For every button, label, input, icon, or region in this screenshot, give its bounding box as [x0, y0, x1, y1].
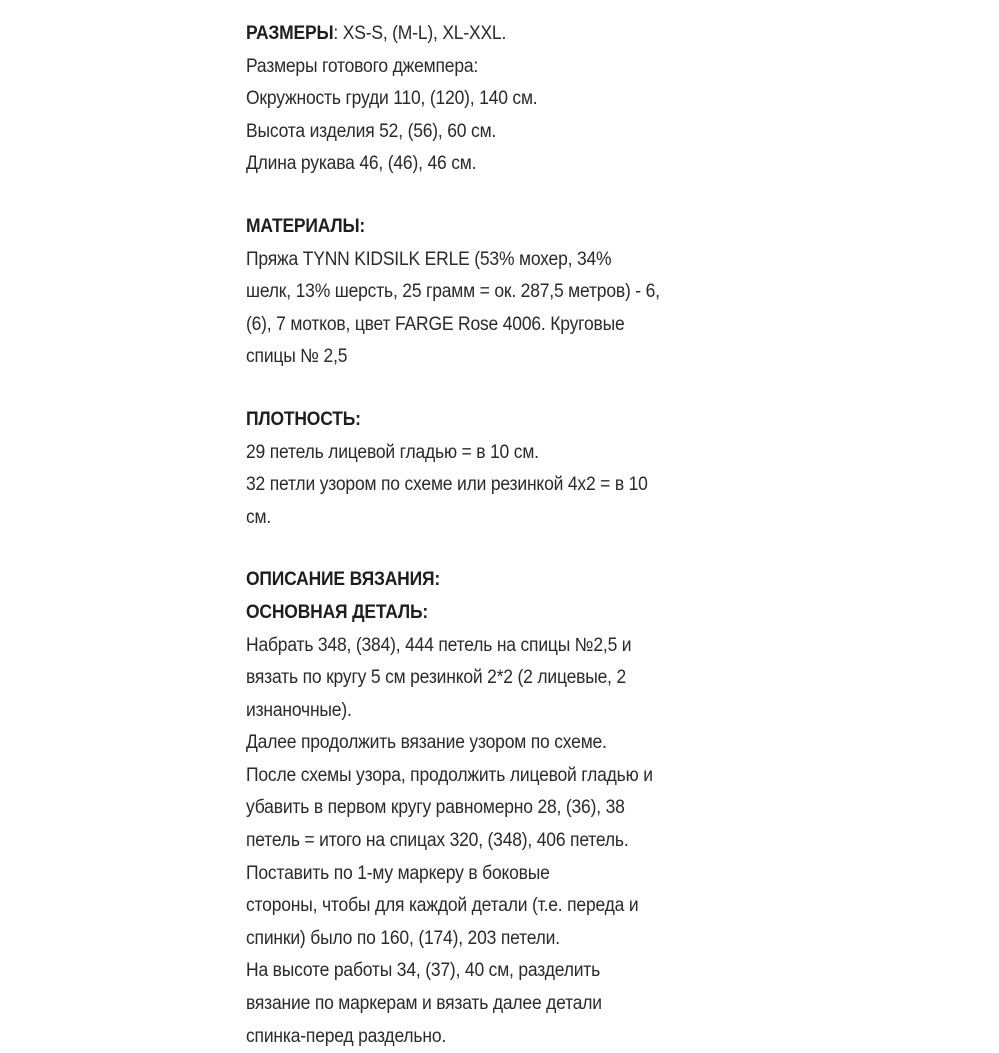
description-line: Поставить по 1-му маркеру в боковые [246, 862, 550, 884]
description-line: Далее продолжить вязание узором по схеме. [246, 732, 607, 754]
gauge-line: см. [246, 506, 272, 528]
sleeve-length: Длина рукава 46, (46), 46 см. [246, 153, 477, 175]
section-spacer [246, 534, 761, 564]
description-line: спинки) было по 160, (174), 203 петели. [246, 927, 560, 949]
description-line: На высоте работы 34, (37), 40 см, разделить [246, 960, 601, 982]
sizes-heading: РАЗМЕРЫ [246, 23, 334, 44]
description-line: После схемы узора, продолжить лицевой гладью и [246, 764, 653, 786]
description-line: вязать по кругу 5 см резинкой 2*2 (2 лицевые, 2 [246, 667, 627, 689]
materials-line: шелк, 13% шерсть, 25 грамм = ок. 287,5 метров) - 6, [246, 281, 660, 303]
gauge-heading: ПЛОТНОСТЬ: [246, 408, 361, 430]
section-spacer [246, 181, 761, 211]
gauge-line: 32 петли узором по схеме или резинкой 4х2 = в 10 [246, 474, 648, 496]
gauge-line: 29 петель лицевой гладью = в 10 см. [246, 441, 539, 463]
description-line: спинка-перед раздельно. [246, 1025, 447, 1047]
description-line: стороны, чтобы для каждой детали (т.е. переда и [246, 895, 639, 917]
materials-line: спицы № 2,5 [246, 346, 348, 368]
sizes-line [246, 18, 761, 51]
pattern-text [246, 18, 761, 1053]
materials-line: Пряжа TYNN KIDSILK ERLE (53% мохер, 34% [246, 248, 612, 270]
description-line: Набрать 348, (384), 444 петель на спицы №2,5 и [246, 634, 632, 656]
main-piece-heading: ОСНОВНАЯ ДЕТАЛЬ: [246, 601, 428, 623]
materials-heading: МАТЕРИАЛЫ: [246, 215, 366, 237]
description-line: убавить в первом кругу равномерно 28, (36), 38 [246, 797, 625, 819]
materials-line: (6), 7 мотков, цвет FARGE Rose 4006. Круговые [246, 313, 625, 335]
chest-circumference: Окружность груди 110, (120), 140 см. [246, 88, 538, 110]
finished-sizes-label: Размеры готового джемпера: [246, 55, 479, 77]
garment-length: Высота изделия 52, (56), 60 см. [246, 120, 497, 142]
description-heading: ОПИСАНИЕ ВЯЗАНИЯ: [246, 569, 441, 591]
description-line: вязание по маркерам и вязать далее детали [246, 993, 602, 1015]
section-spacer [246, 374, 761, 404]
sizes-values: : XS-S, (M-L), XL-XXL. [333, 23, 507, 44]
description-line: изнаночные). [246, 699, 352, 721]
description-line: петель = итого на спицах 320, (348), 406 петель. [246, 830, 629, 852]
